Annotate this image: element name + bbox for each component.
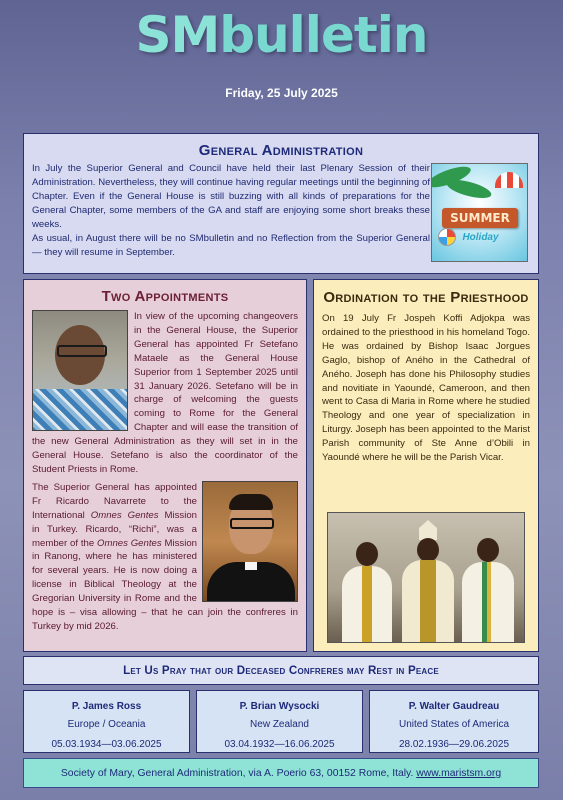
deceased-name: P. Walter Gaudreau — [408, 701, 500, 712]
ordination-photo — [327, 512, 525, 643]
beach-ball-icon — [438, 228, 456, 246]
deceased-card — [23, 690, 190, 753]
footer-content — [24, 759, 538, 788]
masthead-part2: bulletin — [219, 6, 428, 64]
general-administration-title: General Administration — [198, 142, 364, 159]
palm-leaf-icon — [445, 176, 493, 201]
appointment-setefano-text: In view of the upcoming changeovers in the General House, the Superior General has appointed Fr Setefano Mataele as the General House Superior from 1 September 2025 until 31 January 2026. Setefano will be in charge of welcoming the guests coming to Rome for the General Chapter and will ease the transition of the new General Administration as they will set in in the General House. Setefano is also the coordinator of the Student Priests in Rome. — [32, 311, 298, 475]
ordination-title: Ordination to the Priesthood — [323, 289, 529, 306]
prayer-heading: Let Us Pray that our Deceased Confreres may Rest in Peace — [123, 664, 439, 677]
ordination-body: On 19 July Fr Jospeh Koffi Adjokpa was ordained to the priesthood in his homeland Togo. He was ordained by Bishop Isaac Jorgues Gaglo, bishop of Aného in the Cathedral of Aného. Joseph has done his Philosophy studies and novitiate in Yaoundé, Cameroon, and then went to Casa di Maria in Rome where he studied Theology and one year of specialization in Liturgy. Joseph has been appointed to the Marist Parish community of Ste Anne d’Obili in Yaoundé where he will be the Parish Vicar. — [322, 313, 530, 464]
deceased-name: P. Brian Wysocki — [239, 701, 320, 712]
general-administration-para1: In July the Superior General and Council have held their last Plenary Session of their Administration. Nevertheless, they will continue having regular meetings until the beginning of Chapter. Even if the General House is still buzzing with all kinds of preparations for the General Chapter, some members of the GA and staff are enjoying some short breaks these weeks. — [32, 163, 430, 230]
umbrella-icon — [495, 172, 523, 188]
general-administration-section — [23, 133, 539, 274]
two-appointments-section — [23, 279, 307, 652]
deceased-region: United States of America — [398, 719, 510, 730]
appointment-setefano-paragraph — [24, 310, 306, 477]
deceased-dates: 28.02.1936—29.06.2025 — [398, 739, 510, 750]
issue-date: Friday, 25 July 2025 — [225, 86, 338, 100]
holiday-label: Holiday — [462, 232, 499, 243]
general-administration-para2: As usual, in August there will be no SMbulletin and no Reflection from the Superior General — they will resume in September. — [32, 233, 430, 258]
deceased-dates: 05.03.1934—03.06.2025 — [51, 739, 162, 750]
ordination-section — [313, 279, 539, 652]
deceased-region: Europe / Oceania — [67, 719, 146, 730]
masthead-part1: SM — [135, 6, 220, 64]
masthead-title — [0, 6, 563, 64]
footer-address: Society of Mary, General Administration, via A. Poerio 63, 00152 Rome, Italy. — [60, 768, 417, 779]
deceased-card — [196, 690, 363, 753]
summer-holiday-image — [431, 163, 528, 262]
setefano-portrait-photo — [32, 310, 128, 431]
footer-bar — [23, 758, 539, 788]
deceased-region: New Zealand — [250, 719, 309, 730]
ricardo-portrait-photo — [202, 481, 298, 602]
deceased-dates: 03.04.1932—16.06.2025 — [224, 739, 335, 750]
website-link[interactable]: www.maristsm.org — [416, 768, 502, 779]
appointment-ricardo-paragraph: The Superior General has appointed Fr Ricardo Navarrete to the International Omnes Gentes Mission in Turkey. Ricardo, “Richi”, was a member of the Omnes Gentes Mission in Ranong, where he has ministered for several years. He is now doing a licensе in Biblical Theology at the Gregorian University in Rome and the hope is – visa allowing – that he can join the confreres in Turkey by mid 2026. — [32, 481, 298, 632]
prayer-banner — [23, 656, 539, 685]
summer-badge: SUMMER — [442, 208, 518, 228]
two-appointments-title: Two Appointments — [101, 288, 229, 305]
deceased-name: P. James Ross — [71, 701, 142, 712]
deceased-card — [369, 690, 539, 753]
